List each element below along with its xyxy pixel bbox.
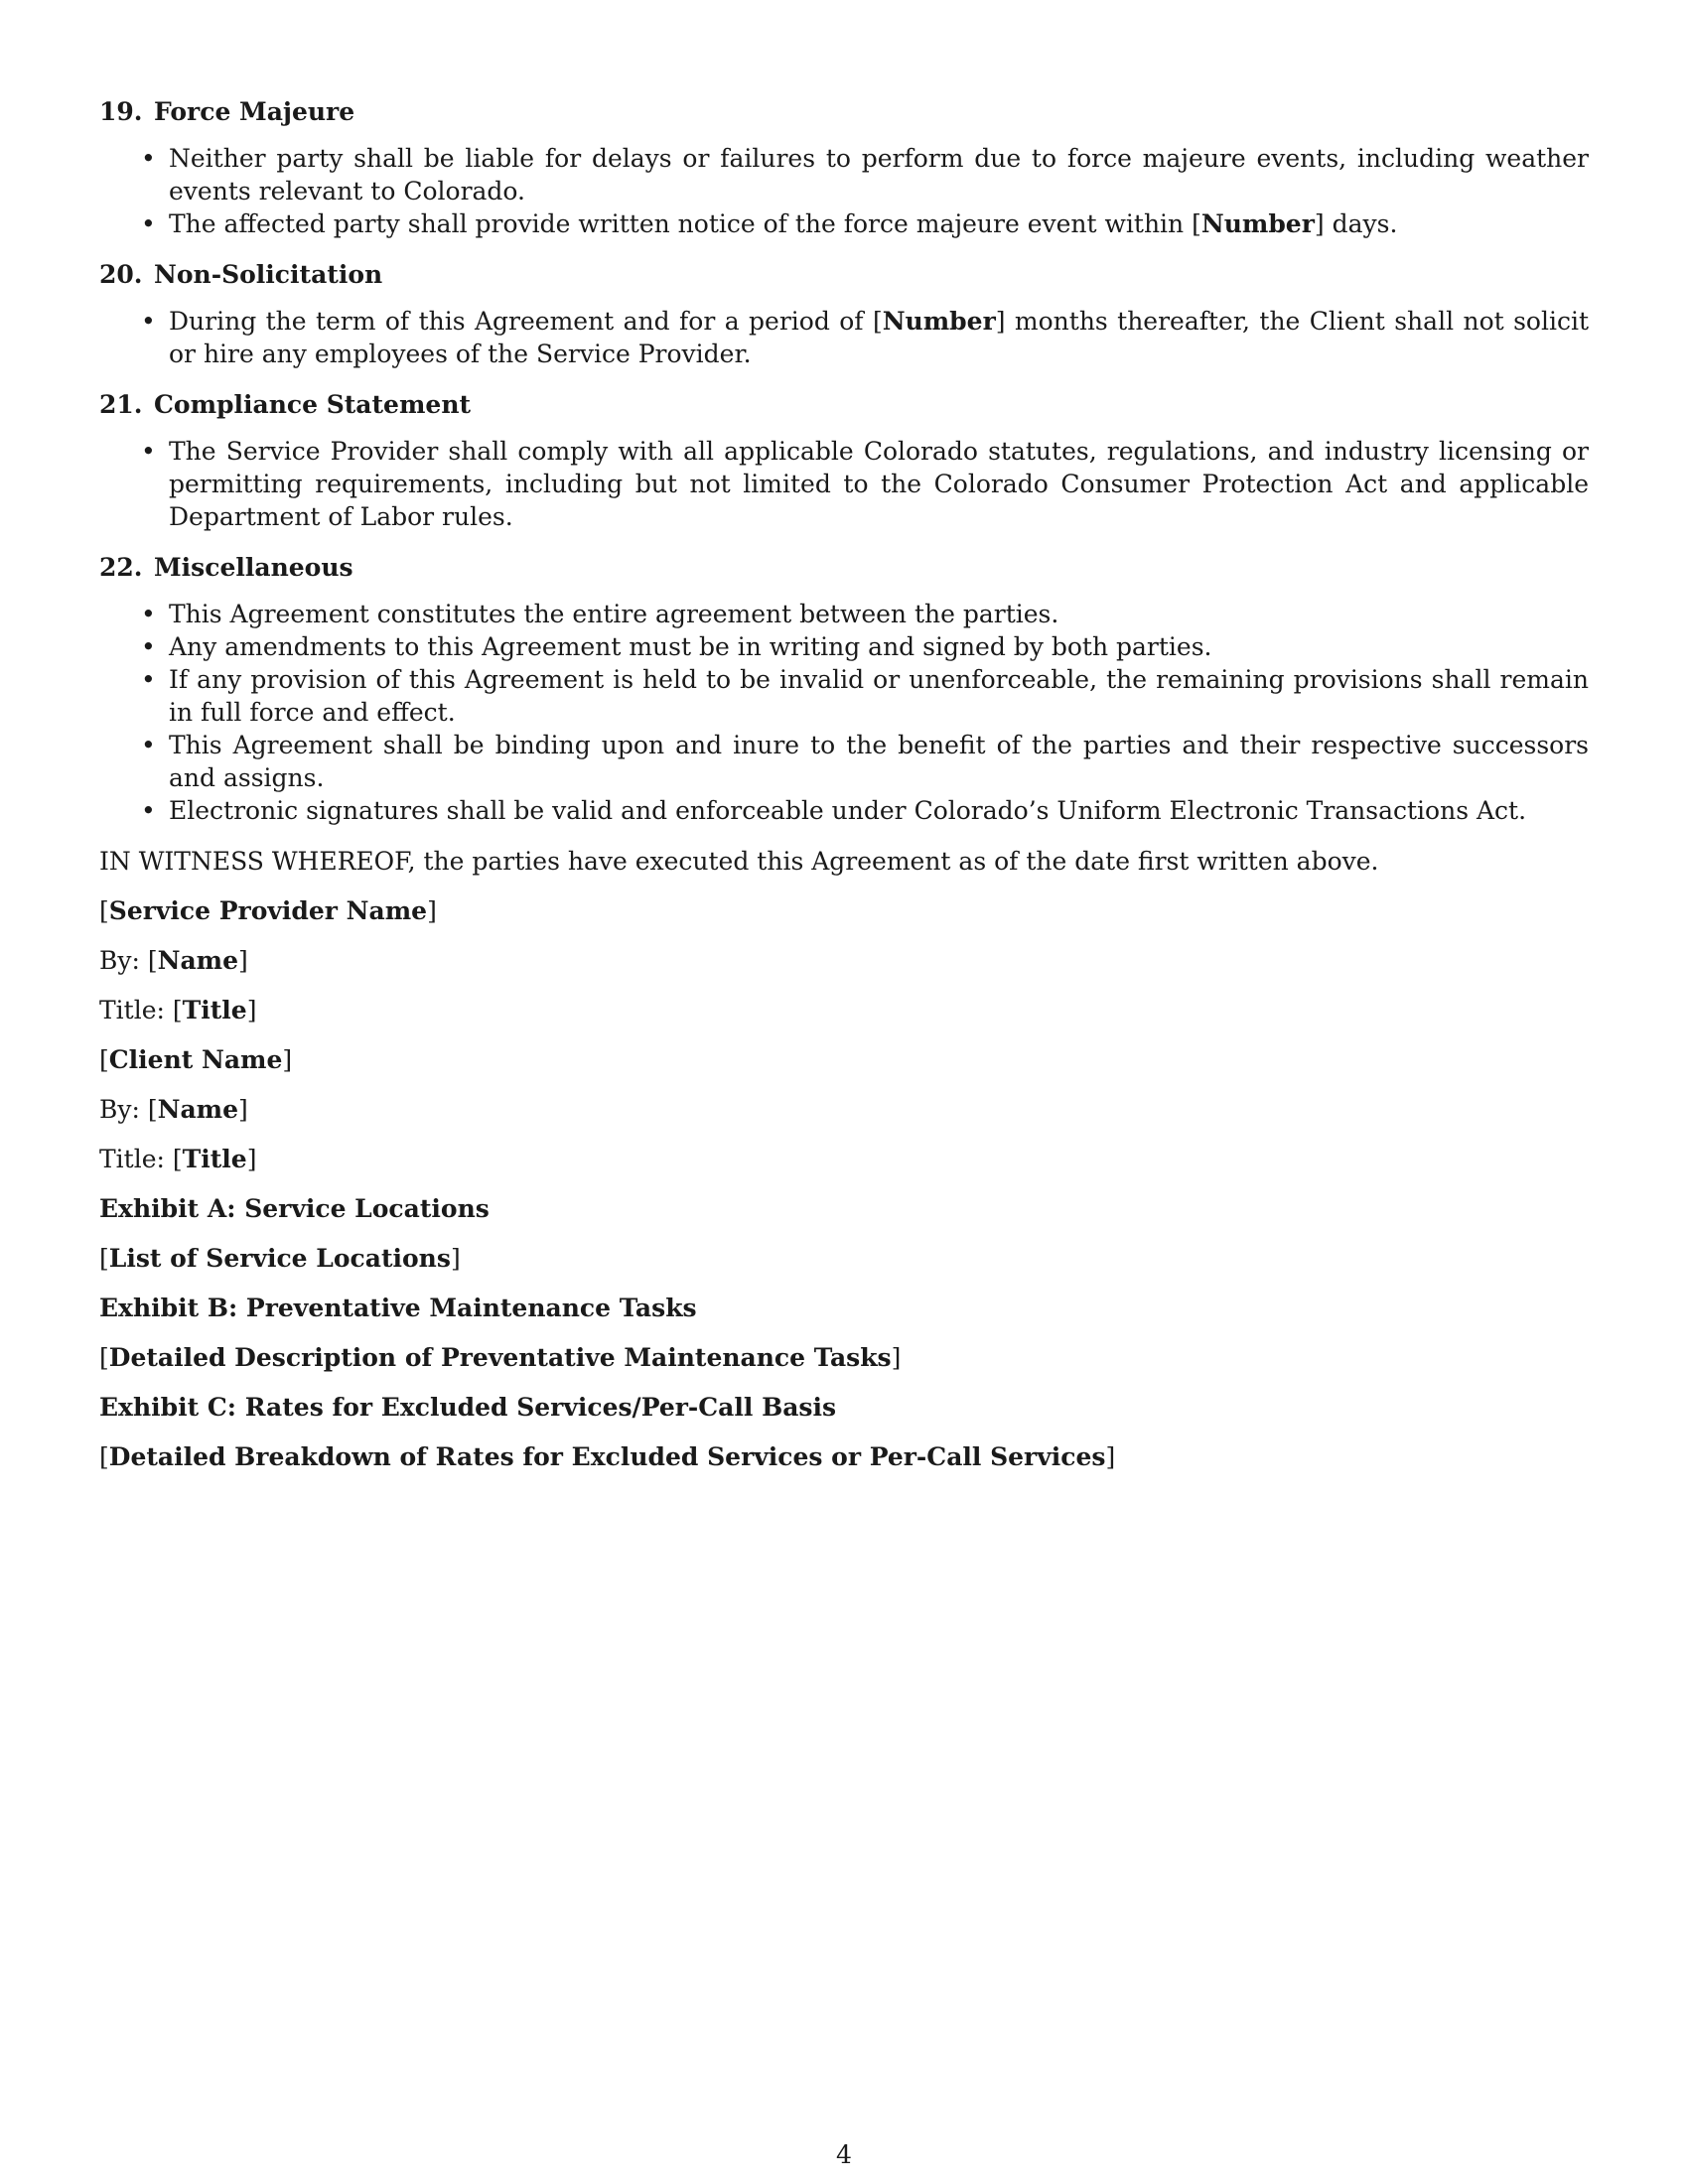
section-heading bbox=[99, 258, 1589, 291]
text-run: Electronic signatures shall be valid and enforceable under Colorado’s Uniform Electronic Transactions Act. bbox=[169, 796, 1527, 825]
list-item bbox=[169, 207, 1589, 240]
section-title: Compliance Statement bbox=[154, 390, 472, 419]
section-heading bbox=[99, 551, 1589, 584]
text-run: The Service Provider shall comply with all applicable Colorado statutes, regulations, and industry licensing or permitting requirements, including but not limited to the Colorado Consumer Protection Act and applicable Department of Labor rules. bbox=[169, 437, 1589, 531]
client-name bbox=[99, 1043, 1589, 1076]
exhibit-a-heading bbox=[99, 1192, 1589, 1225]
section-title: Non-Solicitation bbox=[154, 260, 383, 289]
section-21 bbox=[99, 388, 1589, 533]
client-title-line bbox=[99, 1143, 1589, 1175]
list-item bbox=[169, 435, 1589, 533]
text-run: [ bbox=[99, 1244, 109, 1273]
section-number: 22. bbox=[99, 553, 143, 582]
bold-text: Detailed Breakdown of Rates for Excluded Services or Per-Call Services bbox=[108, 1442, 1106, 1471]
list-item bbox=[169, 142, 1589, 207]
bold-text: Exhibit C: Rates for Excluded Services/Per-Call Basis bbox=[99, 1393, 837, 1422]
text-run: During the term of this Agreement and for a period of [ bbox=[169, 307, 883, 336]
document-page bbox=[99, 95, 1589, 1490]
bold-text: Name bbox=[157, 946, 239, 975]
bullet-list bbox=[99, 435, 1589, 533]
section-title: Miscellaneous bbox=[154, 553, 353, 582]
text-run: ] bbox=[891, 1343, 902, 1372]
sections-container bbox=[99, 95, 1589, 827]
exhibit-b-placeholder bbox=[99, 1341, 1589, 1374]
bold-text: Client Name bbox=[108, 1045, 283, 1074]
text-run: ] bbox=[246, 996, 257, 1024]
client-by-line bbox=[99, 1093, 1589, 1126]
text-run: This Agreement constitutes the entire agreement between the parties. bbox=[169, 600, 1059, 628]
text-run: ] months thereafter, the Client shall not solicit or hire any employees of the Service Provider. bbox=[169, 307, 1589, 368]
text-run: ] days. bbox=[1314, 209, 1398, 238]
section-number: 21. bbox=[99, 390, 143, 419]
text-run: IN WITNESS WHEREOF, the parties have executed this Agreement as of the date first written above. bbox=[99, 847, 1379, 876]
text-run: [ bbox=[99, 1045, 109, 1074]
text-run: Title: [ bbox=[99, 996, 183, 1024]
text-run: ] bbox=[246, 1145, 257, 1173]
exhibit-a-placeholder bbox=[99, 1242, 1589, 1275]
text-run: [ bbox=[99, 896, 109, 925]
bold-text: Name bbox=[157, 1095, 239, 1124]
bold-text: Title bbox=[182, 996, 247, 1024]
bold-text: Service Provider Name bbox=[108, 896, 428, 925]
text-run: ] bbox=[427, 896, 437, 925]
text-run: ] bbox=[238, 946, 248, 975]
bold-text: List of Service Locations bbox=[108, 1244, 451, 1273]
bold-text: Number bbox=[882, 307, 996, 336]
section-heading bbox=[99, 388, 1589, 421]
exhibit-c-placeholder bbox=[99, 1440, 1589, 1473]
bullet-list bbox=[99, 598, 1589, 827]
bullet-list bbox=[99, 305, 1589, 370]
section-title: Force Majeure bbox=[154, 97, 355, 126]
bold-text: Exhibit A: Service Locations bbox=[99, 1194, 490, 1223]
section-number: 20. bbox=[99, 260, 143, 289]
text-run: Any amendments to this Agreement must be in writing and signed by both parties. bbox=[169, 632, 1212, 661]
section-number: 19. bbox=[99, 97, 143, 126]
list-item bbox=[169, 729, 1589, 794]
section-heading bbox=[99, 95, 1589, 128]
bold-text: Title bbox=[182, 1145, 247, 1173]
list-item bbox=[169, 630, 1589, 663]
text-run: Title: [ bbox=[99, 1145, 183, 1173]
text-run: By: [ bbox=[99, 1095, 158, 1124]
page-number: 4 bbox=[836, 2140, 852, 2169]
text-run: ] bbox=[450, 1244, 461, 1273]
witness-statement bbox=[99, 845, 1589, 878]
closing-container bbox=[99, 845, 1589, 1473]
bold-text: Number bbox=[1200, 209, 1315, 238]
exhibit-c-heading bbox=[99, 1391, 1589, 1424]
text-run: ] bbox=[1105, 1442, 1116, 1471]
text-run: Neither party shall be liable for delays or failures to perform due to force majeure events, including weather events relevant to Colorado. bbox=[169, 144, 1589, 205]
section-20 bbox=[99, 258, 1589, 370]
text-run: If any provision of this Agreement is held to be invalid or unenforceable, the remaining provisions shall remain in full force and effect. bbox=[169, 665, 1589, 727]
list-item bbox=[169, 305, 1589, 370]
section-22 bbox=[99, 551, 1589, 827]
bullet-list bbox=[99, 142, 1589, 240]
bold-text: Detailed Description of Preventative Maintenance Tasks bbox=[108, 1343, 892, 1372]
exhibit-b-heading bbox=[99, 1292, 1589, 1324]
list-item bbox=[169, 663, 1589, 729]
service-provider-name bbox=[99, 894, 1589, 927]
list-item bbox=[169, 598, 1589, 630]
text-run: ] bbox=[282, 1045, 293, 1074]
section-19 bbox=[99, 95, 1589, 240]
text-run: This Agreement shall be binding upon and inure to the benefit of the parties and their respective successors and assigns. bbox=[169, 731, 1589, 792]
text-run: [ bbox=[99, 1442, 109, 1471]
bold-text: Exhibit B: Preventative Maintenance Tasks bbox=[99, 1294, 697, 1322]
text-run: [ bbox=[99, 1343, 109, 1372]
provider-title-line bbox=[99, 994, 1589, 1026]
text-run: ] bbox=[238, 1095, 248, 1124]
text-run: The affected party shall provide written notice of the force majeure event within [ bbox=[169, 209, 1201, 238]
text-run: By: [ bbox=[99, 946, 158, 975]
list-item bbox=[169, 794, 1589, 827]
provider-by-line bbox=[99, 944, 1589, 977]
